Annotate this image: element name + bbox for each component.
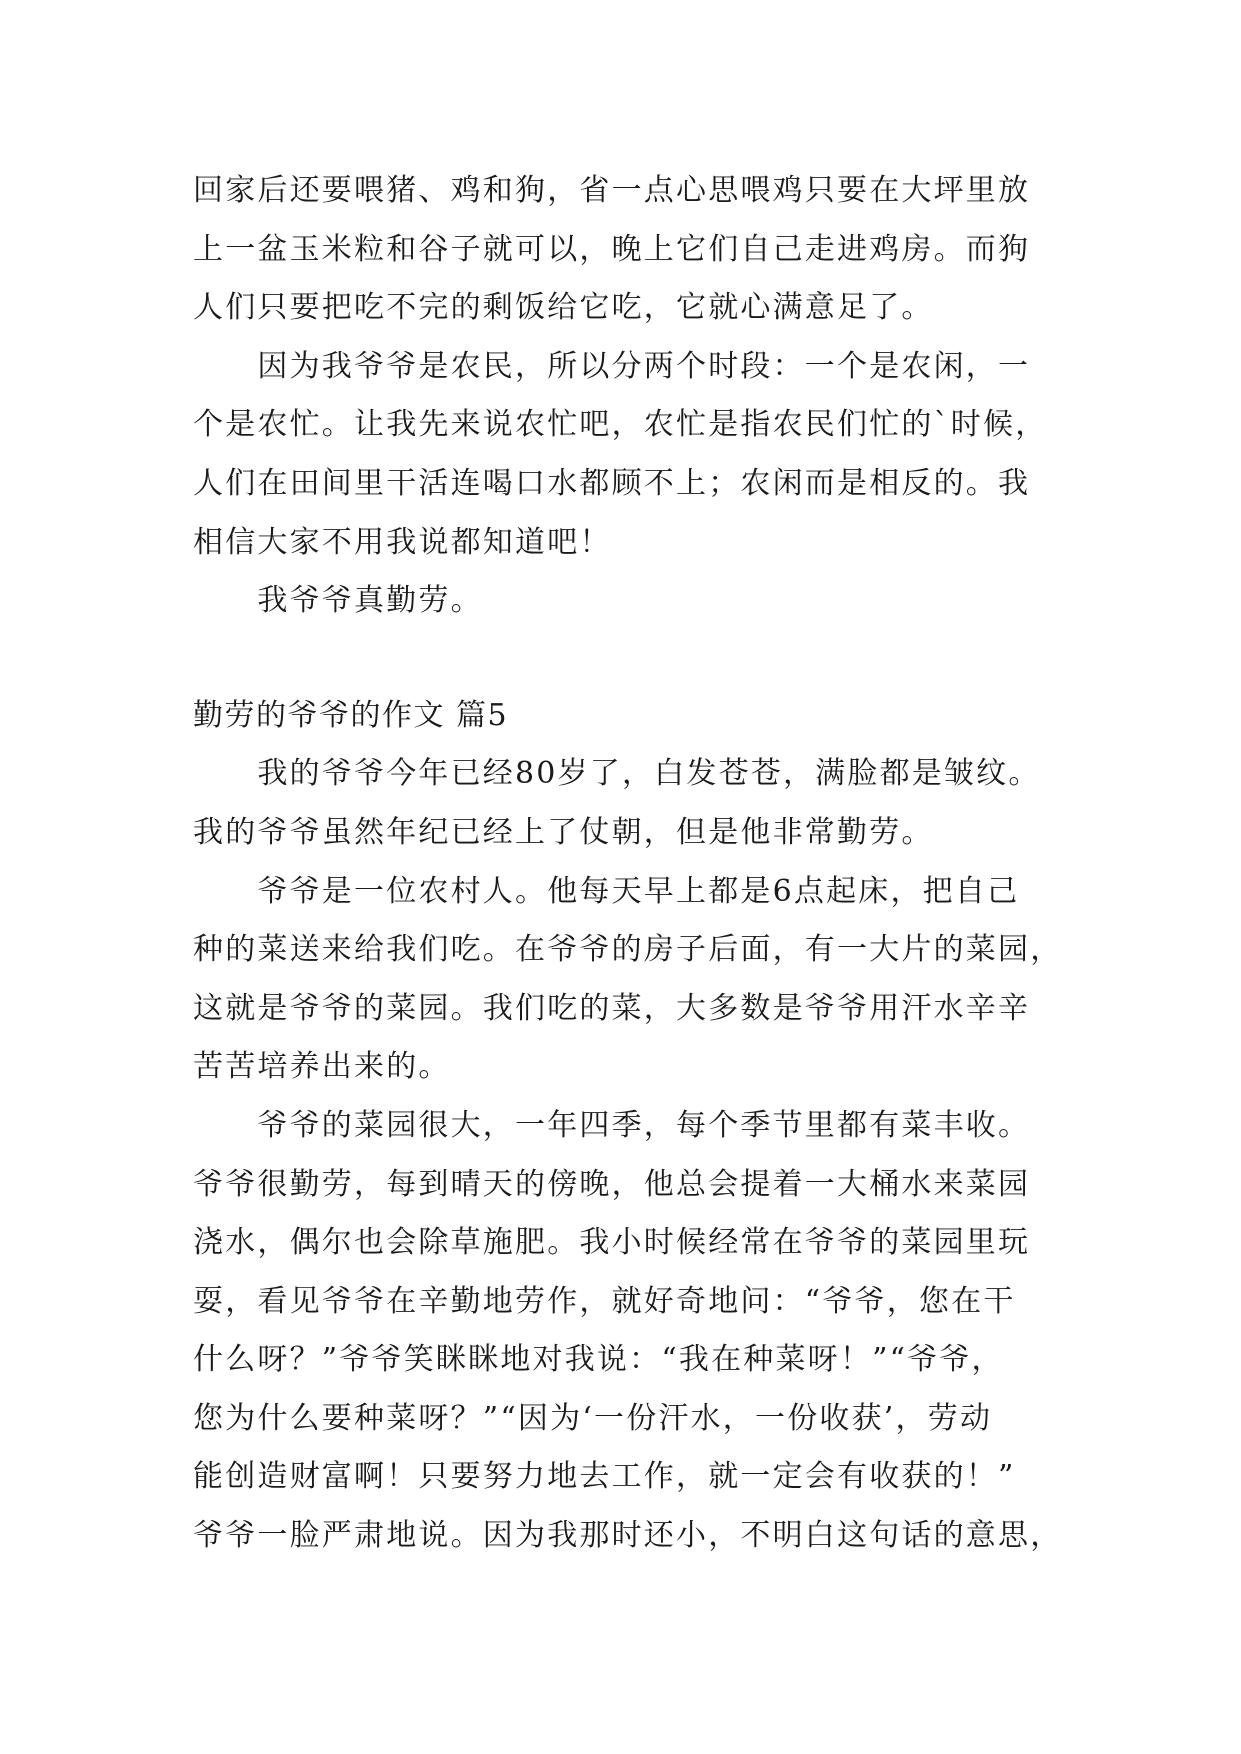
text-line: 耍，看见爷爷在辛勤地劳作，就好奇地问：“爷爷，您在干 — [193, 1283, 1016, 1319]
text-line: 回家后还要喂猪、鸡和狗，省一点心思喂鸡只要在大坪里放 — [193, 173, 1031, 208]
text-line: 相信大家不用我说都知道吧！ — [193, 524, 612, 560]
document-body — [193, 162, 1063, 1566]
text-line: 种的菜送来给我们吃。在爷爷的房子后面，有一大片的菜园， — [193, 932, 1063, 968]
text-line: 浇水，偶尔也会除草施肥。我小时候经常在爷爷的菜园里玩 — [193, 1225, 1031, 1261]
text-line: 我的爷爷今年已经80岁了，白发苍苍，满脸都是皱纹。 — [193, 756, 1041, 792]
text-line: 爷爷是一位农村人。他每天早上都是6点起床，把自己 — [193, 873, 1020, 909]
text-line: 这就是爷爷的菜园。我们吃的菜，大多数是爷爷用汗水辛辛 — [193, 990, 1031, 1026]
text-line: 什么呀？”爷爷笑眯眯地对我说：“我在种菜呀！”“爷爷， — [193, 1342, 1004, 1378]
text-line: 您为什么要种菜呀？”“因为‘一份汗水，一份收获’，劳动 — [193, 1400, 993, 1436]
text-line: 因为我爷爷是农民，所以分两个时段：一个是农闲，一 — [193, 348, 1031, 384]
text-line: 个是农忙。让我先来说农忙吧，农忙是指农民们忙的`时候， — [193, 407, 1048, 443]
text-line: 人们只要把吃不完的剩饭给它吃，它就心满意足了。 — [193, 290, 934, 326]
text-line: 我爷爷真勤劳。 — [193, 583, 483, 619]
text-line: 爷爷一脸严肃地说。因为我那时还小，不明白这句话的意思， — [193, 1518, 1063, 1554]
text-line: 苦苦培养出来的。 — [193, 1049, 451, 1085]
text-line: 爷爷很勤劳，每到晴天的傍晚，他总会提着一大桶水来菜园 — [193, 1166, 1031, 1202]
text-line: 我的爷爷虽然年纪已经上了仗朝，但是他非常勤劳。 — [193, 814, 934, 850]
section-heading: 勤劳的爷爷的作文 篇5 — [193, 697, 509, 733]
text-line: 人们在田间里干活连喝口水都顾不上；农闲而是相反的。我 — [193, 465, 1031, 501]
text-line: 能创造财富啊！只要努力地去工作，就一定会有收获的！” — [193, 1459, 1016, 1495]
text-line: 爷爷的菜园很大，一年四季，每个季节里都有菜丰收。 — [193, 1107, 1031, 1143]
text-line: 上一盆玉米粒和谷子就可以，晚上它们自己走进鸡房。而狗 — [193, 231, 1031, 267]
section-gap — [193, 631, 1053, 687]
